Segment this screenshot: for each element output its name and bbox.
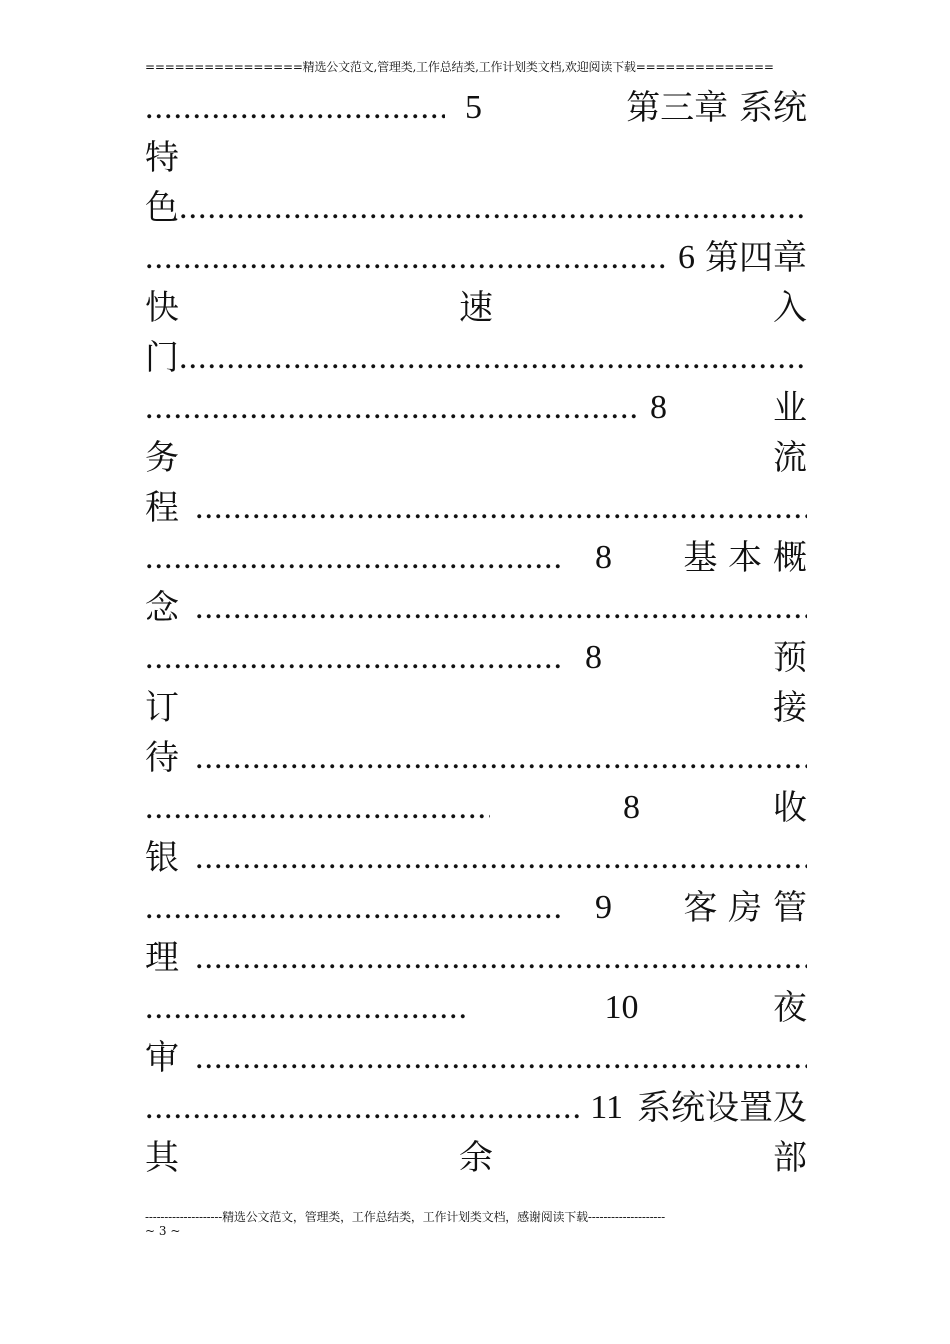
toc-entry-title: 基 本 概	[683, 538, 807, 578]
toc-line	[145, 984, 807, 1032]
toc-entry-title: 第四章	[705, 238, 807, 278]
leader-dots	[145, 384, 640, 432]
toc-line	[145, 834, 807, 882]
leader-dots	[195, 834, 807, 882]
toc-page-number: 5	[465, 89, 482, 126]
leader-dots	[145, 234, 668, 282]
toc-page-number: 8	[595, 539, 612, 576]
leader-dots	[145, 784, 490, 832]
page-number: ~ 3 ~	[145, 1224, 181, 1238]
leader-dots	[195, 484, 807, 532]
toc-entry-char: 接	[773, 688, 807, 728]
toc-entry-title: 预	[773, 638, 807, 678]
toc-entry-title: 客 房 管	[683, 888, 807, 928]
toc-entry-char: 理	[145, 938, 179, 978]
leader-dots	[145, 634, 565, 682]
toc-page-number: 8	[650, 389, 667, 426]
toc-entry-char: 色	[145, 188, 179, 228]
toc-page-number: 9	[595, 889, 612, 926]
toc-line	[145, 134, 807, 182]
toc-line	[145, 234, 807, 282]
toc-entry-char: 审	[145, 1038, 179, 1078]
toc-line	[145, 734, 807, 782]
toc-line	[145, 1034, 807, 1082]
leader-dots	[145, 884, 565, 932]
toc-entry-char: 门	[145, 338, 179, 378]
toc-line	[145, 434, 807, 482]
toc-line	[145, 534, 807, 582]
toc-entry-char: 订	[145, 688, 179, 728]
toc-entry-title: 收	[773, 788, 807, 828]
leader-dots	[145, 1084, 584, 1132]
leader-dots	[145, 534, 565, 582]
toc-entry-char: 余	[459, 1138, 493, 1178]
toc-entry-char: 部	[773, 1138, 807, 1178]
toc-line	[145, 784, 807, 832]
toc-entry-title: 第三章 系统	[626, 88, 807, 128]
toc-page-number: 8	[623, 789, 640, 826]
toc-entry-char: 特	[145, 138, 179, 178]
toc-entry-char: 其	[145, 1138, 179, 1178]
toc-line	[145, 684, 807, 732]
toc-line	[145, 634, 807, 682]
toc-line	[145, 884, 807, 932]
toc-line	[145, 934, 807, 982]
leader-dots	[145, 84, 445, 132]
toc-line	[145, 184, 807, 232]
toc-line	[145, 484, 807, 532]
toc-entry-char: 念	[145, 588, 179, 628]
toc-entry-char: 快	[145, 288, 179, 328]
page-footer: --------------------精选公文范文，管理类，工作总结类，工作计划类文档，感谢阅读下载--------------------	[145, 1210, 665, 1224]
toc-page-number: 6	[678, 239, 695, 276]
toc-entry-char: 速	[459, 288, 493, 328]
toc-line	[145, 84, 807, 132]
leader-dots	[145, 984, 470, 1032]
leader-dots	[195, 734, 807, 782]
leader-dots	[179, 334, 807, 382]
toc-entry-title: 系统设置及	[637, 1088, 807, 1128]
toc-entry-title: 夜	[773, 988, 807, 1028]
toc-line	[145, 384, 807, 432]
toc-line	[145, 1134, 807, 1182]
toc-line	[145, 284, 807, 332]
toc-entry-char: 待	[145, 738, 179, 778]
toc-entry-char: 流	[773, 438, 807, 478]
toc-line	[145, 334, 807, 382]
toc-line	[145, 1084, 807, 1132]
toc-entry-char: 务	[145, 438, 179, 478]
toc-page-number: 10	[604, 989, 639, 1026]
toc-entry-char: 程	[145, 488, 179, 528]
toc-line	[145, 584, 807, 632]
page-header: ================精选公文范文,管理类,工作总结类,工作计划类文档,欢迎阅读下载==============	[145, 60, 774, 74]
toc-entry-title: 业	[773, 388, 807, 428]
leader-dots	[195, 584, 807, 632]
leader-dots	[195, 934, 807, 982]
leader-dots	[179, 184, 807, 232]
leader-dots	[195, 1034, 807, 1082]
toc-page-number: 8	[585, 639, 602, 676]
toc-entry-char: 银	[145, 838, 179, 878]
toc-page-number: 11	[590, 1089, 623, 1126]
toc-entry-char: 入	[773, 288, 807, 328]
